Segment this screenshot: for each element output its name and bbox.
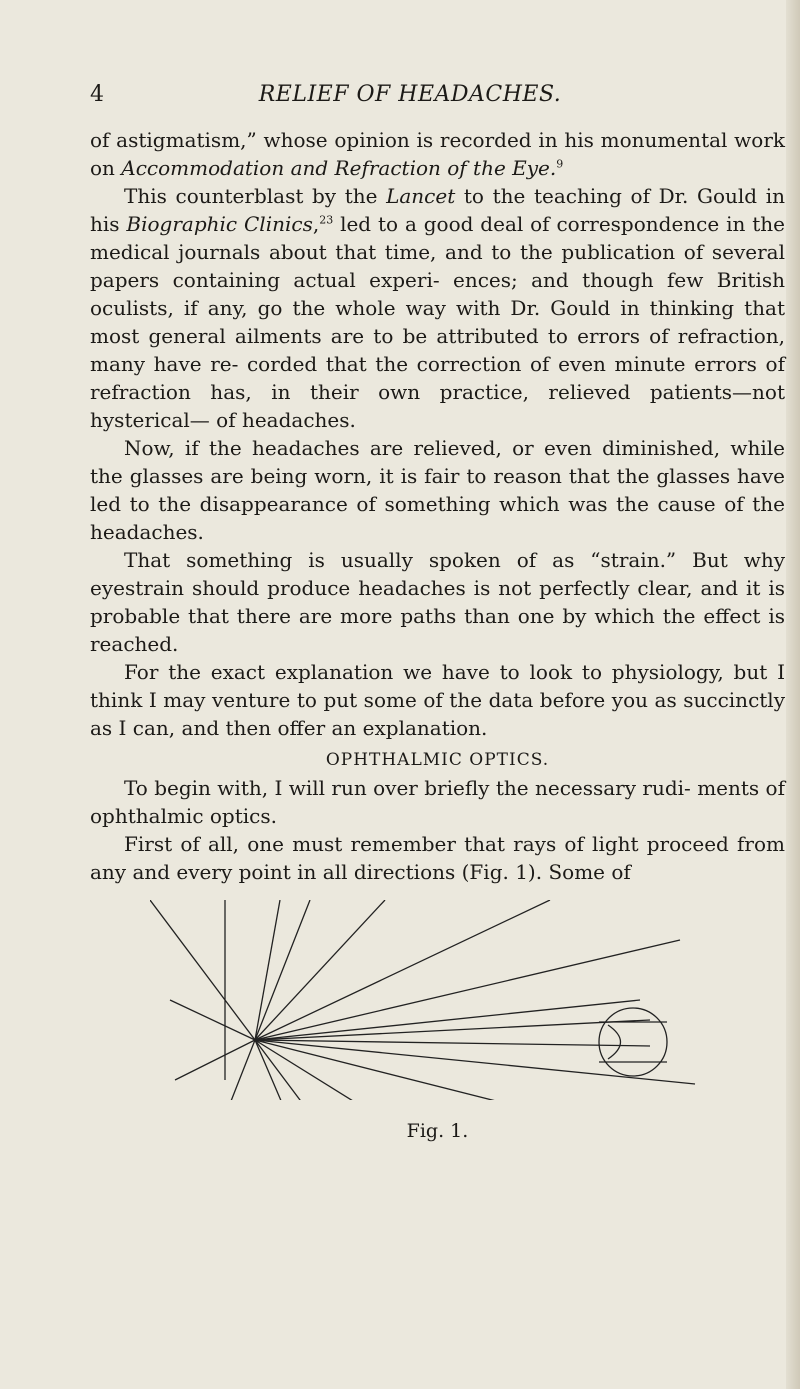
paragraph <box>90 434 785 546</box>
paragraph <box>90 126 785 182</box>
paragraph <box>90 182 785 434</box>
page-number: 4 <box>90 82 104 107</box>
page-edge-shadow <box>786 0 800 1389</box>
paragraph <box>90 774 785 830</box>
text-run: led to a good deal of correspondence in the medical journals about that time, and to the publication of several papers containing actual experi- ences; and though few British oculists, if any, go the whole way with Dr. Gould in thinking that most general ailments are to be attributed to errors of refraction, many have re- corded that the correction of even minute errors of refraction has, in their own practice, relieved patients—not hysterical— of headaches. <box>90 212 785 432</box>
text-run: Now, if the headaches are relieved, or even diminished, while the glasses are being worn, it is fair to reason that the glasses have led to the disappearance of something which was the cause of the headaches. <box>90 436 785 544</box>
ray-line <box>150 900 255 1040</box>
ray-line <box>255 900 385 1040</box>
eye-lens-arc <box>608 1025 621 1059</box>
paragraph <box>90 546 785 658</box>
figure-1-light-rays-diagram <box>150 900 710 1100</box>
text-run: For the exact explanation we have to look to physiology, but I think I may venture to put some of the data before you as succinctly as I can, and then offer an explanation. <box>90 660 785 740</box>
ray-line <box>255 1000 640 1040</box>
body-text <box>90 126 785 886</box>
figure-caption: Fig. 1. <box>406 1120 469 1142</box>
ray-line <box>200 1040 255 1100</box>
text-run: of astigmatism,” whose opinion is recorded in his monumental work on <box>90 128 785 180</box>
paragraph <box>90 830 785 886</box>
ray-line <box>255 900 310 1040</box>
italic-text: Accommodation and Refraction of the Eye <box>121 156 550 180</box>
text-run: , <box>312 212 320 236</box>
footnote-ref: 23 <box>319 213 334 227</box>
footnote-ref: 9 <box>556 157 564 171</box>
ray-line <box>255 940 680 1040</box>
italic-text: Lancet <box>386 184 456 208</box>
ray-line <box>170 1000 255 1040</box>
text-run: First of all, one must remember that rays of light proceed from any and every point in all directions (Fig. 1). Some of <box>90 832 785 884</box>
text-run: This counterblast by the <box>124 184 387 208</box>
section-heading: OPHTHALMIC OPTICS. <box>325 750 550 770</box>
ray-line <box>255 1040 650 1100</box>
ray-line <box>255 900 550 1040</box>
text-run: That something is usually spoken of as “strain.” But why eyestrain should produce headaches is not perfectly clear, and it is probable that there are more paths than one by which the effect is reached. <box>90 548 785 656</box>
paragraph <box>90 658 785 742</box>
eye-circle <box>599 1008 667 1076</box>
text-run: To begin with, I will run over briefly the necessary rudi- ments of ophthalmic optics. <box>90 776 785 828</box>
ray-line <box>255 1040 650 1046</box>
text-run: to the teaching of Dr. Gould in his <box>90 184 785 236</box>
ray-line <box>175 1040 255 1080</box>
running-title: RELIEF OF HEADACHES. <box>258 82 562 107</box>
ray-line <box>255 1020 650 1040</box>
italic-text: . <box>549 156 557 180</box>
running-head <box>90 82 730 112</box>
italic-text: Biographic Clinics <box>126 212 313 236</box>
ray-diagram-svg <box>150 900 710 1100</box>
ray-line <box>255 900 280 1040</box>
ray-line <box>255 1040 315 1100</box>
